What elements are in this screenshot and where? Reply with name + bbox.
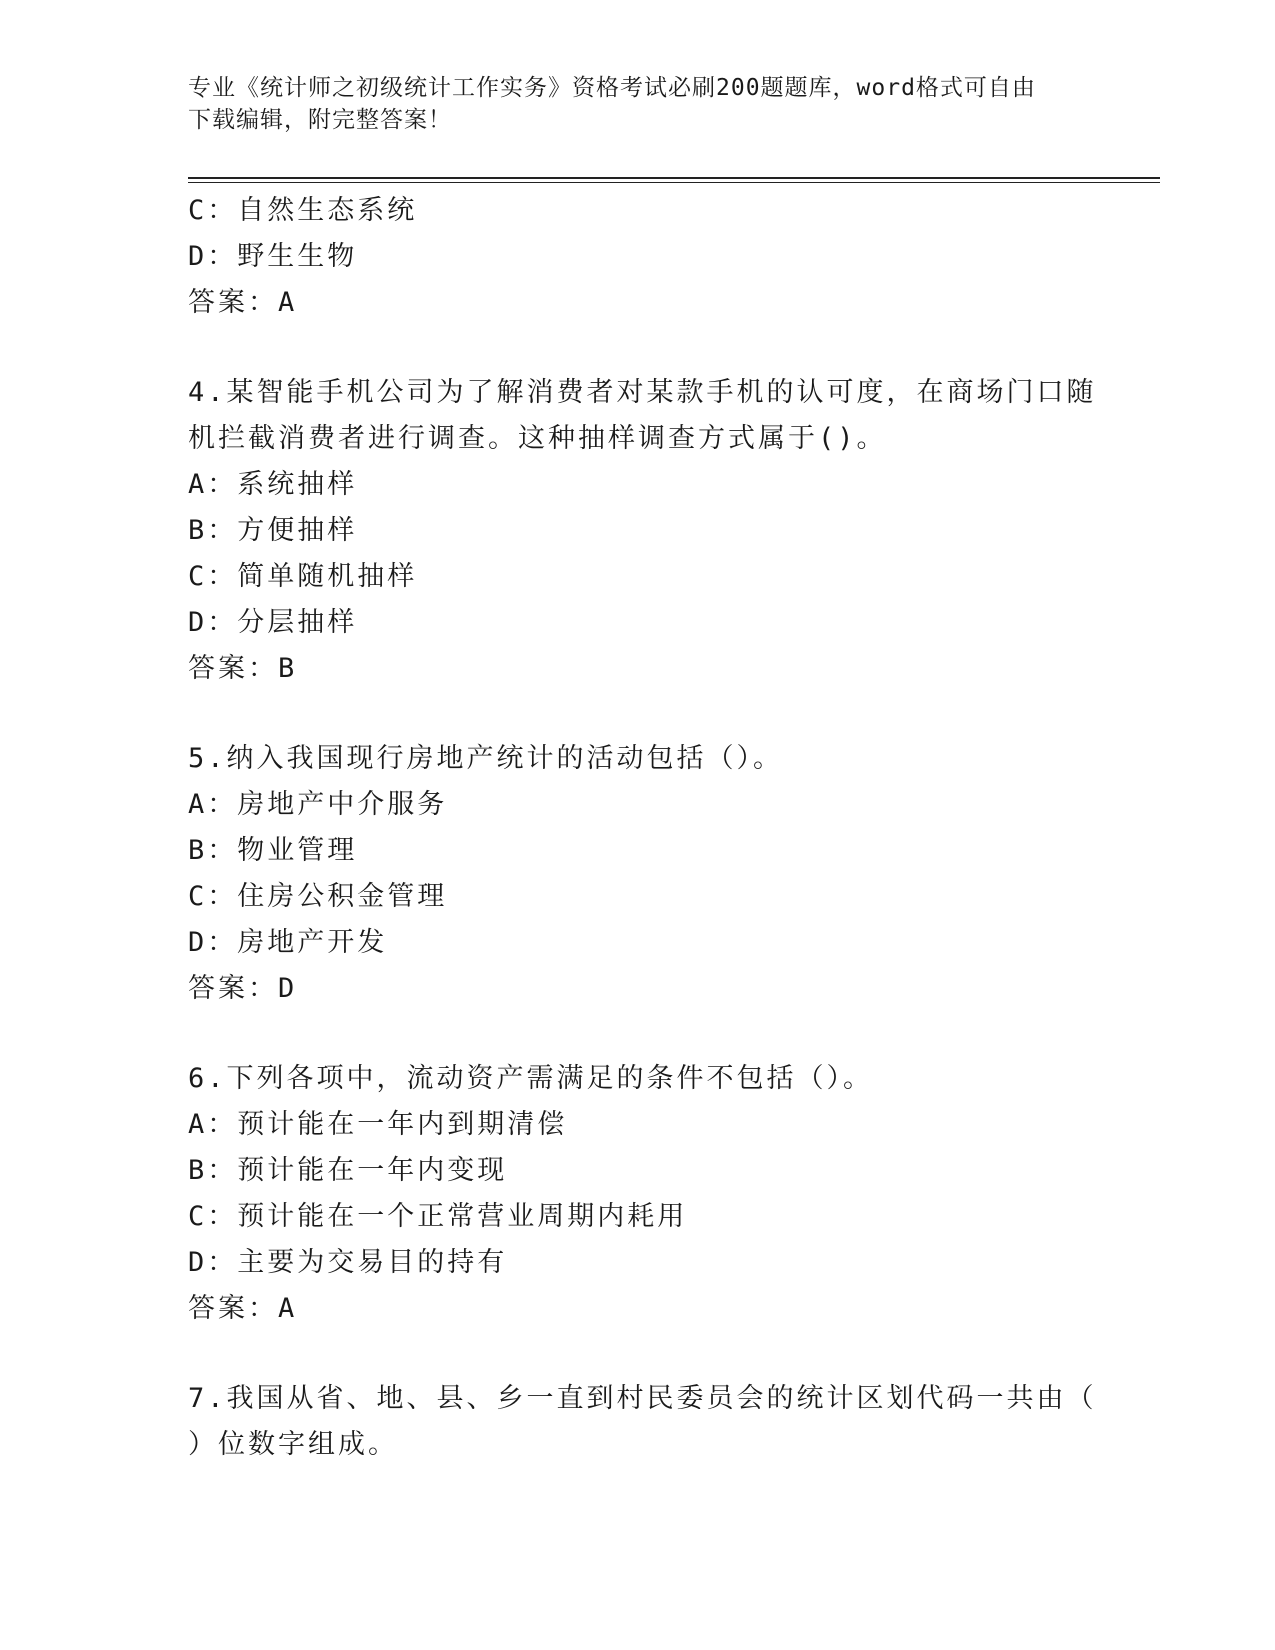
option-c: C：自然生态系统 [188,195,418,226]
question-stem: 5.纳入我国现行房地产统计的活动包括（）。 [188,743,784,774]
option-b: B：预计能在一年内变现 [188,1155,508,1186]
spacer [188,692,1088,736]
question-list [188,188,1097,1468]
option-d: D：房地产开发 [188,927,388,958]
question-7 [188,1376,1097,1468]
option-d: D：主要为交易目的持有 [188,1247,508,1278]
answer: 答案：B [188,653,298,684]
option-d: D：分层抽样 [188,607,358,638]
header-divider-thick [188,177,1160,179]
option-a: A：系统抽样 [188,469,358,500]
spacer [188,1012,1088,1056]
option-a: A：房地产中介服务 [188,789,448,820]
option-b: B：物业管理 [188,835,358,866]
question-5 [188,736,1088,1012]
answer: 答案：D [188,973,298,1004]
document-header [188,72,1068,136]
question-stem: 4.某智能手机公司为了解消费者对某款手机的认可度，在商场门口随 [188,377,1097,408]
question-stem: 7.我国从省、地、县、乡一直到村民委员会的统计区划代码一共由（ [188,1383,1097,1414]
question-3 [188,188,1088,326]
spacer [188,1332,1088,1376]
header-divider-thin [188,182,1160,183]
question-stem: 6.下列各项中，流动资产需满足的条件不包括（）。 [188,1063,874,1094]
question-6 [188,1056,1088,1332]
answer: 答案：A [188,1293,298,1324]
option-c: C：预计能在一个正常营业周期内耗用 [188,1201,688,1232]
question-4 [188,370,1097,692]
option-b: B：方便抽样 [188,515,358,546]
spacer [188,326,1088,370]
option-a: A：预计能在一年内到期清偿 [188,1109,568,1140]
question-stem: ）位数字组成。 [188,1429,398,1460]
option-d: D：野生生物 [188,241,358,272]
option-c: C：住房公积金管理 [188,881,448,912]
header-line-2: 下载编辑，附完整答案！ [188,107,452,133]
option-c: C：简单随机抽样 [188,561,418,592]
answer: 答案：A [188,287,298,318]
header-line-1: 专业《统计师之初级统计工作实务》资格考试必刷200题题库，word格式可自由 [188,75,1036,101]
question-stem: 机拦截消费者进行调查。这种抽样调查方式属于()。 [188,423,887,454]
